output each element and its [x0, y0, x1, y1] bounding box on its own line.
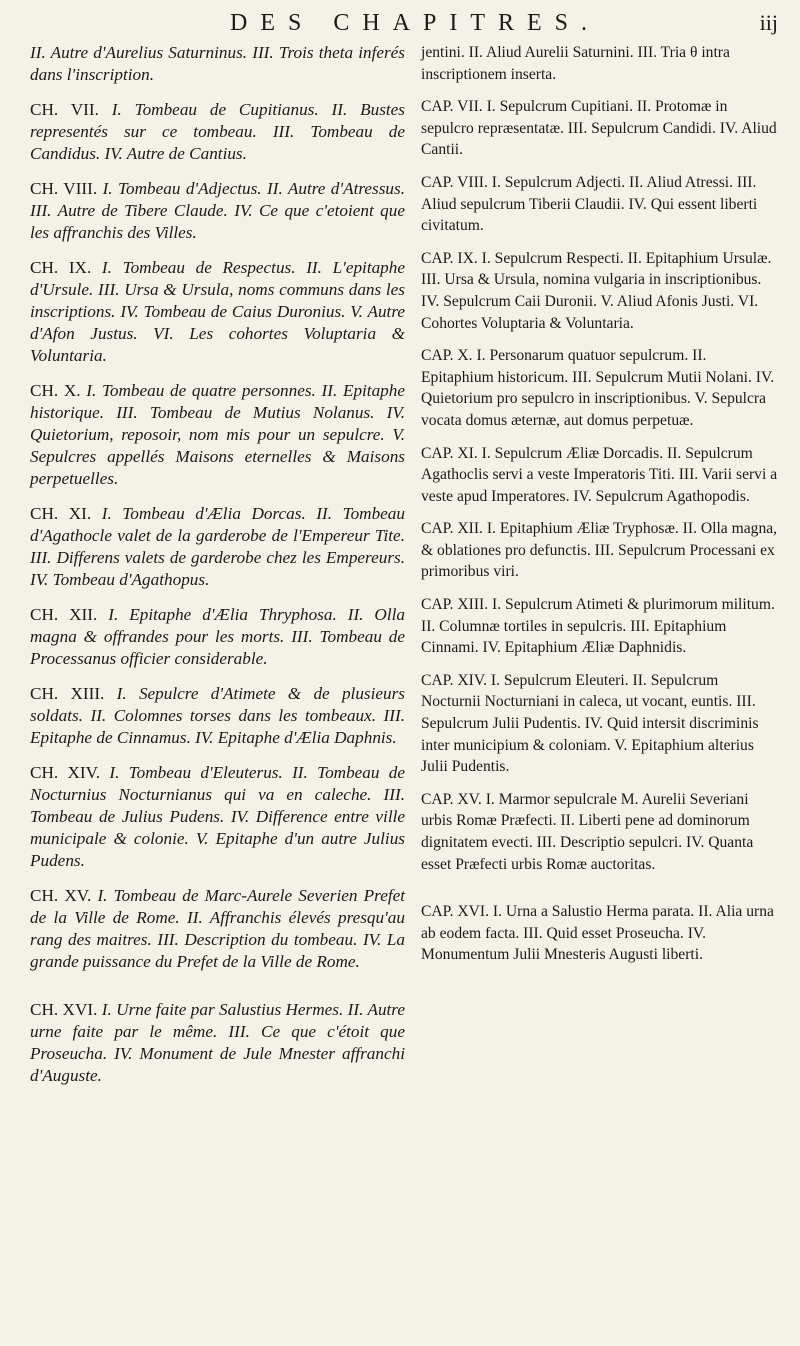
latin-entry: CAP. XI. I. Sepulcrum Æliæ Dorcadis. II. Sepulcrum Agathoclis servi a veste Imperatoris Titi. III. Varii servi a veste apud Imperatores. IV. Sepulcrum Agathopodis. [421, 444, 778, 505]
latin-entry: CAP. XIV. I. Sepulcrum Eleuteri. II. Sepulcrum Nocturnii Nocturniani in caleca, ut vocant, euntis. III. Sepulcrum Julii Pudentis. IV. Quid intersit discriminis inter municipium & coloniam. V. Epitaphium alterius Julii Pudentis. [421, 671, 759, 776]
french-entry: CH. XIV. I. Tombeau d'Eleuterus. II. Tombeau de Nocturnius Nocturnianus qui va en caleche. III. Tombeau de Julius Pudens. IV. Difference entre ville municipale & colonie. V. Epitaphe d'un autre Julius Pudens. [30, 763, 405, 870]
page-number: iij [759, 10, 778, 35]
latin-entry: CAP. XV. I. Marmor sepulcrale M. Aurelii Severiani urbis Romæ Præfecti. II. Liberti pene ad dominorum dignitatem evecti. III. Descriptio sepulcri. IV. Quanta esset Præfecti urbis Romæ auctoritas. [421, 790, 754, 873]
french-entry: CH. VIII. I. Tombeau d'Adjectus. II. Autre d'Atressus. III. Autre de Tibere Claude. IV. Ce que c'etoient que les affranchis des Villes. [30, 179, 405, 242]
french-entry: CH. XII. I. Epitaphe d'Ælia Thryphosa. II. Olla magna & offrandes pour les morts. III. Tombeau de Processanus officier considerable. [30, 605, 405, 668]
latin-entry: jentini. II. Aliud Aurelii Saturnini. III. Tria θ intra inscriptionem inserta. [421, 44, 730, 83]
french-entry: CH. VII. I. Tombeau de Cupitianus. II. Bustes representés sur ce tombeau. III. Tombeau de Candidus. IV. Autre de Cantius. [30, 100, 405, 163]
running-header [0, 10, 800, 42]
latin-entry: CAP. XVI. I. Urna a Salustio Herma parata. II. Alia urna ab eodem facta. III. Quid esset Proseucha. IV. Monumentum Julii Mnesteris Augusti liberti. [421, 903, 774, 964]
latin-entry: CAP. XII. I. Epitaphium Æliæ Tryphosæ. II. Olla magna, & oblationes pro defunctis. III. Sepulcrum Processani ex primoribus viri. [421, 520, 778, 581]
french-column [30, 42, 405, 1093]
header-title: DES CHAPITRES. [229, 10, 601, 36]
latin-entry: CAP. VII. I. Sepulcrum Cupitiani. II. Protomæ in sepulcro repræsentatæ. III. Sepulcrum Candidi. IV. Aliud Cantii. [421, 98, 777, 159]
french-entry: CH. X. I. Tombeau de quatre personnes. II. Epitaphe historique. III. Tombeau de Mutius Nolanus. IV. Quietorium, reposoir, nom mis pour un sepulcre. V. Sepulcres appellés Maisons eternelles & Maisons perpetuelles. [30, 381, 405, 488]
french-entry: CH. XIII. I. Sepulcre d'Atimete & de plusieurs soldats. II. Colomnes torses dans les tombeaux. III. Epitaphe de Cinnamus. IV. Epitaphe d'Ælia Daphnis. [30, 684, 405, 747]
french-entry: CH. XI. I. Tombeau d'Ælia Dorcas. II. Tombeau d'Agathocle valet de la garderobe de l'Empereur Tite. III. Differens valets de garderobe chez les Empereurs. IV. Tombeau d'Agathopus. [30, 504, 405, 589]
french-entry: CH. XVI. I. Urne faite par Salustius Hermes. II. Autre urne faite par le même. III. Ce que c'étoit que Proseucha. IV. Monument de Jule Mnester affranchi d'Auguste. [30, 1000, 405, 1085]
french-entry: II. Autre d'Aurelius Saturninus. III. Trois theta inferés dans l'inscription. [30, 43, 405, 84]
french-entry: CH. XV. I. Tombeau de Marc-Aurele Severien Prefet de la Ville de Rome. II. Affranchis élevés presqu'au rang des maitres. III. Description du tombeau. IV. La grande puissance du Prefet de la Ville de Rome. [30, 886, 406, 971]
french-entry: CH. IX. I. Tombeau de Respectus. II. L'epitaphe d'Ursule. III. Ursa & Ursula, noms communs dans les inscriptions. IV. Tombeau de Caius Duronius. V. Autre d'Afon Justus. VI. Les cohortes Voluptaria & Voluntaria. [30, 258, 406, 365]
latin-entry: CAP. VIII. I. Sepulcrum Adjecti. II. Aliud Atressi. III. Aliud sepulcrum Tiberii Claudii. IV. Qui essent liberti civitatum. [421, 173, 758, 235]
latin-entry: CAP. X. I. Personarum quatuor sepulcrum. II. Epitaphium historicum. III. Sepulcrum Mutii Nolani. IV. Quietorium pro sepulcro in inscriptionibus. V. Sepulcra vocata domus æternæ, aut domus perpetuæ. [421, 347, 775, 429]
latin-column [421, 42, 781, 972]
latin-entry: CAP. IX. I. Sepulcrum Respecti. II. Epitaphium Ursulæ. III. Ursa & Ursula, nomina vulgaria in inscriptionibus. IV. Sepulcrum Caii Duronii. V. Aliud Afonis Justi. VI. Cohortes Voluptaria & Voluntaria. [421, 249, 772, 332]
latin-entry: CAP. XIII. I. Sepulcrum Atimeti & plurimorum militum. II. Columnæ tortiles in sepulcris. III. Epitaphium Cinnami. IV. Epitaphium Æliæ Daphnidis. [421, 596, 775, 657]
